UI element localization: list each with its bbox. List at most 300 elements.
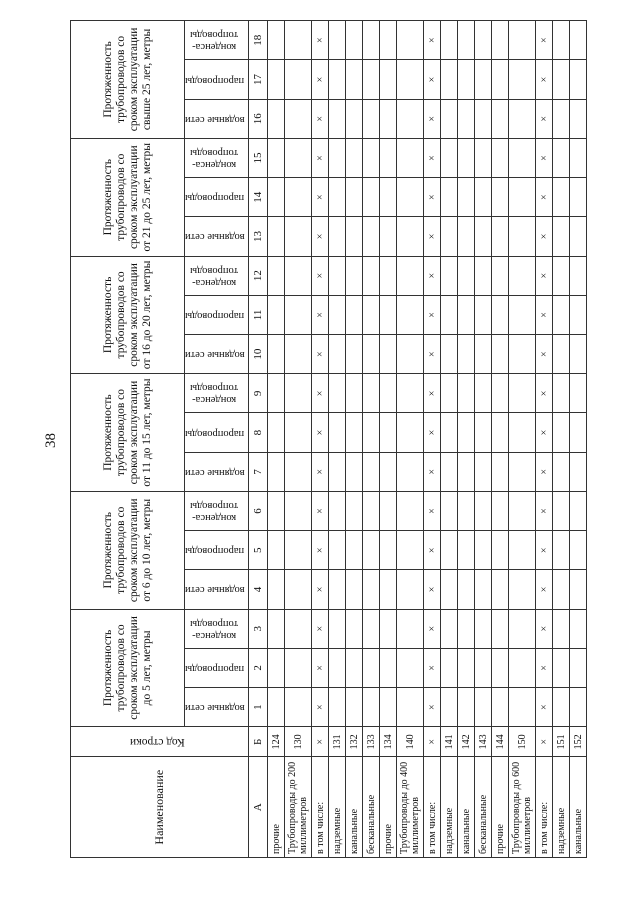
value-cell[interactable]: ×: [312, 491, 329, 530]
value-cell[interactable]: [509, 609, 536, 648]
value-cell[interactable]: [475, 138, 492, 177]
value-cell[interactable]: [553, 491, 570, 530]
value-cell[interactable]: [492, 60, 509, 99]
value-cell[interactable]: [268, 138, 285, 177]
value-cell[interactable]: ×: [424, 256, 441, 295]
value-cell[interactable]: [268, 570, 285, 609]
value-cell[interactable]: [475, 688, 492, 727]
value-cell[interactable]: [509, 570, 536, 609]
value-cell[interactable]: [380, 256, 397, 295]
value-cell[interactable]: [397, 60, 424, 99]
value-cell[interactable]: [363, 138, 380, 177]
value-cell[interactable]: [492, 374, 509, 413]
value-cell[interactable]: [570, 60, 587, 99]
value-cell[interactable]: [475, 570, 492, 609]
value-cell[interactable]: [285, 648, 312, 687]
value-cell[interactable]: [346, 648, 363, 687]
value-cell[interactable]: [346, 531, 363, 570]
value-cell[interactable]: [285, 256, 312, 295]
value-cell[interactable]: [441, 374, 458, 413]
value-cell[interactable]: [441, 295, 458, 334]
value-cell[interactable]: [363, 178, 380, 217]
value-cell[interactable]: [475, 452, 492, 491]
value-cell[interactable]: [363, 609, 380, 648]
value-cell[interactable]: ×: [424, 688, 441, 727]
value-cell[interactable]: [363, 60, 380, 99]
value-cell[interactable]: [475, 609, 492, 648]
value-cell[interactable]: ×: [312, 60, 329, 99]
value-cell[interactable]: [458, 256, 475, 295]
value-cell[interactable]: [553, 413, 570, 452]
value-cell[interactable]: [346, 60, 363, 99]
value-cell[interactable]: [285, 688, 312, 727]
value-cell[interactable]: [475, 335, 492, 374]
value-cell[interactable]: [397, 335, 424, 374]
value-cell[interactable]: [441, 60, 458, 99]
value-cell[interactable]: [570, 256, 587, 295]
value-cell[interactable]: [553, 609, 570, 648]
value-cell[interactable]: [397, 217, 424, 256]
value-cell[interactable]: [509, 374, 536, 413]
value-cell[interactable]: [329, 295, 346, 334]
value-cell[interactable]: [329, 531, 346, 570]
value-cell[interactable]: [268, 99, 285, 138]
value-cell[interactable]: [397, 256, 424, 295]
value-cell[interactable]: [329, 138, 346, 177]
value-cell[interactable]: [458, 491, 475, 530]
value-cell[interactable]: [458, 335, 475, 374]
value-cell[interactable]: [363, 452, 380, 491]
value-cell[interactable]: [553, 570, 570, 609]
value-cell[interactable]: [570, 374, 587, 413]
value-cell[interactable]: [492, 335, 509, 374]
value-cell[interactable]: [363, 217, 380, 256]
value-cell[interactable]: [329, 21, 346, 60]
value-cell[interactable]: [570, 570, 587, 609]
value-cell[interactable]: [441, 335, 458, 374]
value-cell[interactable]: [397, 374, 424, 413]
value-cell[interactable]: [458, 688, 475, 727]
value-cell[interactable]: [509, 256, 536, 295]
value-cell[interactable]: ×: [536, 374, 553, 413]
value-cell[interactable]: [285, 178, 312, 217]
value-cell[interactable]: [441, 491, 458, 530]
value-cell[interactable]: [268, 21, 285, 60]
value-cell[interactable]: [346, 335, 363, 374]
value-cell[interactable]: [268, 648, 285, 687]
value-cell[interactable]: ×: [536, 217, 553, 256]
value-cell[interactable]: [553, 688, 570, 727]
value-cell[interactable]: [268, 688, 285, 727]
value-cell[interactable]: [475, 99, 492, 138]
value-cell[interactable]: [475, 178, 492, 217]
value-cell[interactable]: ×: [424, 295, 441, 334]
value-cell[interactable]: [397, 648, 424, 687]
value-cell[interactable]: [363, 374, 380, 413]
value-cell[interactable]: [509, 413, 536, 452]
value-cell[interactable]: [570, 491, 587, 530]
value-cell[interactable]: [268, 295, 285, 334]
value-cell[interactable]: [380, 648, 397, 687]
value-cell[interactable]: [363, 256, 380, 295]
value-cell[interactable]: ×: [312, 217, 329, 256]
value-cell[interactable]: [363, 491, 380, 530]
value-cell[interactable]: [553, 452, 570, 491]
value-cell[interactable]: [441, 217, 458, 256]
value-cell[interactable]: [346, 21, 363, 60]
value-cell[interactable]: [509, 491, 536, 530]
value-cell[interactable]: [492, 99, 509, 138]
value-cell[interactable]: [285, 335, 312, 374]
value-cell[interactable]: [397, 452, 424, 491]
value-cell[interactable]: [475, 491, 492, 530]
value-cell[interactable]: [458, 178, 475, 217]
value-cell[interactable]: ×: [424, 648, 441, 687]
value-cell[interactable]: [458, 60, 475, 99]
value-cell[interactable]: [492, 178, 509, 217]
value-cell[interactable]: [285, 138, 312, 177]
value-cell[interactable]: [380, 570, 397, 609]
value-cell[interactable]: ×: [424, 570, 441, 609]
value-cell[interactable]: [397, 491, 424, 530]
value-cell[interactable]: [458, 138, 475, 177]
value-cell[interactable]: ×: [312, 452, 329, 491]
value-cell[interactable]: ×: [312, 99, 329, 138]
value-cell[interactable]: ×: [424, 335, 441, 374]
value-cell[interactable]: ×: [536, 138, 553, 177]
value-cell[interactable]: [441, 570, 458, 609]
value-cell[interactable]: [329, 217, 346, 256]
value-cell[interactable]: [458, 609, 475, 648]
value-cell[interactable]: [268, 60, 285, 99]
value-cell[interactable]: [268, 178, 285, 217]
value-cell[interactable]: [380, 452, 397, 491]
value-cell[interactable]: [285, 99, 312, 138]
value-cell[interactable]: [475, 256, 492, 295]
value-cell[interactable]: [346, 217, 363, 256]
value-cell[interactable]: [509, 531, 536, 570]
value-cell[interactable]: [492, 295, 509, 334]
value-cell[interactable]: [570, 99, 587, 138]
value-cell[interactable]: [329, 60, 346, 99]
value-cell[interactable]: [509, 21, 536, 60]
value-cell[interactable]: [380, 217, 397, 256]
value-cell[interactable]: [397, 99, 424, 138]
value-cell[interactable]: ×: [536, 648, 553, 687]
value-cell[interactable]: ×: [312, 335, 329, 374]
value-cell[interactable]: ×: [536, 609, 553, 648]
value-cell[interactable]: [509, 295, 536, 334]
value-cell[interactable]: [509, 648, 536, 687]
value-cell[interactable]: [475, 374, 492, 413]
value-cell[interactable]: [475, 295, 492, 334]
value-cell[interactable]: [458, 570, 475, 609]
value-cell[interactable]: [363, 99, 380, 138]
value-cell[interactable]: [492, 138, 509, 177]
value-cell[interactable]: [285, 570, 312, 609]
value-cell[interactable]: [570, 295, 587, 334]
value-cell[interactable]: [492, 413, 509, 452]
value-cell[interactable]: ×: [536, 256, 553, 295]
value-cell[interactable]: [570, 413, 587, 452]
value-cell[interactable]: [380, 609, 397, 648]
value-cell[interactable]: [346, 256, 363, 295]
value-cell[interactable]: [397, 413, 424, 452]
value-cell[interactable]: [458, 413, 475, 452]
value-cell[interactable]: [441, 138, 458, 177]
value-cell[interactable]: [397, 531, 424, 570]
value-cell[interactable]: ×: [536, 60, 553, 99]
value-cell[interactable]: [553, 374, 570, 413]
value-cell[interactable]: [285, 21, 312, 60]
value-cell[interactable]: ×: [424, 531, 441, 570]
value-cell[interactable]: [492, 491, 509, 530]
value-cell[interactable]: [285, 374, 312, 413]
value-cell[interactable]: ×: [312, 413, 329, 452]
value-cell[interactable]: [553, 99, 570, 138]
value-cell[interactable]: ×: [536, 99, 553, 138]
value-cell[interactable]: [346, 413, 363, 452]
value-cell[interactable]: [475, 217, 492, 256]
value-cell[interactable]: [509, 60, 536, 99]
value-cell[interactable]: [268, 413, 285, 452]
value-cell[interactable]: ×: [424, 60, 441, 99]
value-cell[interactable]: [441, 21, 458, 60]
value-cell[interactable]: [441, 413, 458, 452]
value-cell[interactable]: [346, 570, 363, 609]
value-cell[interactable]: ×: [312, 570, 329, 609]
value-cell[interactable]: [285, 452, 312, 491]
value-cell[interactable]: [397, 178, 424, 217]
value-cell[interactable]: [553, 295, 570, 334]
value-cell[interactable]: [441, 531, 458, 570]
value-cell[interactable]: [380, 688, 397, 727]
value-cell[interactable]: [285, 60, 312, 99]
value-cell[interactable]: [458, 99, 475, 138]
value-cell[interactable]: [397, 138, 424, 177]
value-cell[interactable]: ×: [312, 178, 329, 217]
value-cell[interactable]: [570, 688, 587, 727]
value-cell[interactable]: ×: [424, 491, 441, 530]
value-cell[interactable]: ×: [536, 570, 553, 609]
value-cell[interactable]: [346, 491, 363, 530]
value-cell[interactable]: [329, 609, 346, 648]
value-cell[interactable]: ×: [312, 688, 329, 727]
value-cell[interactable]: ×: [536, 178, 553, 217]
value-cell[interactable]: ×: [536, 688, 553, 727]
value-cell[interactable]: ×: [424, 99, 441, 138]
value-cell[interactable]: ×: [312, 138, 329, 177]
value-cell[interactable]: [363, 688, 380, 727]
value-cell[interactable]: [329, 374, 346, 413]
value-cell[interactable]: [268, 452, 285, 491]
value-cell[interactable]: [553, 60, 570, 99]
value-cell[interactable]: [441, 648, 458, 687]
value-cell[interactable]: [329, 491, 346, 530]
value-cell[interactable]: [441, 178, 458, 217]
value-cell[interactable]: [492, 609, 509, 648]
value-cell[interactable]: [509, 452, 536, 491]
value-cell[interactable]: [380, 138, 397, 177]
value-cell[interactable]: [346, 138, 363, 177]
value-cell[interactable]: [329, 335, 346, 374]
value-cell[interactable]: [380, 60, 397, 99]
value-cell[interactable]: [397, 295, 424, 334]
value-cell[interactable]: [570, 217, 587, 256]
value-cell[interactable]: ×: [312, 648, 329, 687]
value-cell[interactable]: [458, 217, 475, 256]
value-cell[interactable]: ×: [424, 138, 441, 177]
value-cell[interactable]: ×: [536, 531, 553, 570]
value-cell[interactable]: ×: [536, 413, 553, 452]
value-cell[interactable]: [441, 256, 458, 295]
value-cell[interactable]: ×: [424, 374, 441, 413]
value-cell[interactable]: [475, 21, 492, 60]
value-cell[interactable]: [441, 99, 458, 138]
value-cell[interactable]: [329, 178, 346, 217]
value-cell[interactable]: ×: [312, 609, 329, 648]
value-cell[interactable]: [380, 295, 397, 334]
value-cell[interactable]: ×: [536, 295, 553, 334]
value-cell[interactable]: [285, 295, 312, 334]
value-cell[interactable]: [329, 452, 346, 491]
value-cell[interactable]: [268, 609, 285, 648]
value-cell[interactable]: [553, 648, 570, 687]
value-cell[interactable]: [553, 21, 570, 60]
value-cell[interactable]: ×: [312, 295, 329, 334]
value-cell[interactable]: [492, 21, 509, 60]
value-cell[interactable]: [363, 570, 380, 609]
value-cell[interactable]: [380, 335, 397, 374]
value-cell[interactable]: [268, 491, 285, 530]
value-cell[interactable]: [363, 335, 380, 374]
value-cell[interactable]: ×: [536, 21, 553, 60]
value-cell[interactable]: [509, 335, 536, 374]
value-cell[interactable]: [346, 178, 363, 217]
value-cell[interactable]: ×: [536, 335, 553, 374]
value-cell[interactable]: [363, 413, 380, 452]
value-cell[interactable]: [509, 99, 536, 138]
value-cell[interactable]: [346, 609, 363, 648]
value-cell[interactable]: [570, 452, 587, 491]
value-cell[interactable]: [458, 374, 475, 413]
value-cell[interactable]: [570, 609, 587, 648]
value-cell[interactable]: ×: [424, 178, 441, 217]
value-cell[interactable]: [329, 256, 346, 295]
value-cell[interactable]: [285, 413, 312, 452]
value-cell[interactable]: [492, 570, 509, 609]
value-cell[interactable]: [458, 295, 475, 334]
value-cell[interactable]: [458, 21, 475, 60]
value-cell[interactable]: [458, 648, 475, 687]
value-cell[interactable]: [346, 452, 363, 491]
value-cell[interactable]: [570, 335, 587, 374]
value-cell[interactable]: [329, 688, 346, 727]
value-cell[interactable]: [363, 531, 380, 570]
value-cell[interactable]: [492, 648, 509, 687]
value-cell[interactable]: [397, 688, 424, 727]
value-cell[interactable]: [397, 609, 424, 648]
value-cell[interactable]: [268, 531, 285, 570]
value-cell[interactable]: [329, 648, 346, 687]
value-cell[interactable]: [285, 491, 312, 530]
value-cell[interactable]: [397, 21, 424, 60]
value-cell[interactable]: [553, 217, 570, 256]
value-cell[interactable]: [380, 99, 397, 138]
value-cell[interactable]: [329, 99, 346, 138]
value-cell[interactable]: [346, 374, 363, 413]
value-cell[interactable]: ×: [312, 374, 329, 413]
value-cell[interactable]: [570, 21, 587, 60]
value-cell[interactable]: [329, 570, 346, 609]
value-cell[interactable]: ×: [424, 452, 441, 491]
value-cell[interactable]: [397, 570, 424, 609]
value-cell[interactable]: [492, 531, 509, 570]
value-cell[interactable]: [553, 256, 570, 295]
value-cell[interactable]: [380, 21, 397, 60]
value-cell[interactable]: ×: [536, 491, 553, 530]
value-cell[interactable]: [475, 60, 492, 99]
value-cell[interactable]: [285, 609, 312, 648]
value-cell[interactable]: [570, 531, 587, 570]
value-cell[interactable]: ×: [312, 256, 329, 295]
value-cell[interactable]: [509, 688, 536, 727]
value-cell[interactable]: [268, 335, 285, 374]
value-cell[interactable]: [285, 217, 312, 256]
value-cell[interactable]: [380, 178, 397, 217]
value-cell[interactable]: [475, 648, 492, 687]
value-cell[interactable]: [380, 491, 397, 530]
value-cell[interactable]: [441, 688, 458, 727]
value-cell[interactable]: [441, 609, 458, 648]
value-cell[interactable]: [509, 178, 536, 217]
value-cell[interactable]: [492, 688, 509, 727]
value-cell[interactable]: [553, 178, 570, 217]
value-cell[interactable]: [492, 217, 509, 256]
value-cell[interactable]: [329, 413, 346, 452]
value-cell[interactable]: [268, 374, 285, 413]
value-cell[interactable]: [492, 256, 509, 295]
value-cell[interactable]: [553, 531, 570, 570]
value-cell[interactable]: [380, 374, 397, 413]
value-cell[interactable]: ×: [424, 413, 441, 452]
value-cell[interactable]: [458, 531, 475, 570]
value-cell[interactable]: [553, 138, 570, 177]
value-cell[interactable]: [475, 531, 492, 570]
value-cell[interactable]: ×: [424, 609, 441, 648]
value-cell[interactable]: ×: [312, 531, 329, 570]
value-cell[interactable]: [570, 138, 587, 177]
value-cell[interactable]: [380, 531, 397, 570]
value-cell[interactable]: [363, 21, 380, 60]
value-cell[interactable]: [268, 256, 285, 295]
value-cell[interactable]: [268, 217, 285, 256]
value-cell[interactable]: [346, 99, 363, 138]
value-cell[interactable]: [509, 138, 536, 177]
value-cell[interactable]: ×: [424, 21, 441, 60]
value-cell[interactable]: [458, 452, 475, 491]
value-cell[interactable]: [570, 178, 587, 217]
value-cell[interactable]: [380, 413, 397, 452]
value-cell[interactable]: [285, 531, 312, 570]
value-cell[interactable]: [553, 335, 570, 374]
value-cell[interactable]: [492, 452, 509, 491]
value-cell[interactable]: [475, 413, 492, 452]
value-cell[interactable]: [363, 295, 380, 334]
value-cell[interactable]: [346, 295, 363, 334]
value-cell[interactable]: ×: [424, 217, 441, 256]
value-cell[interactable]: [570, 648, 587, 687]
